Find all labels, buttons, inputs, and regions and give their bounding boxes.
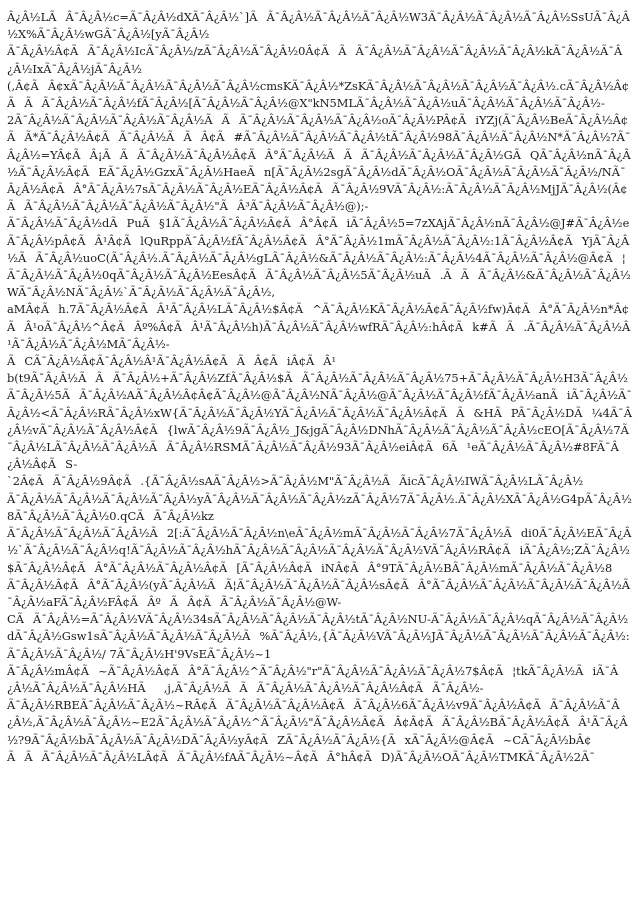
garbled-document-text: Â¿Â½LÃÂ¯Â¿Â½c=Ã¯Â¿Â½dXÃ¯Â¿Â½`]ÃÃ¯Â¿Â½Ã¯Â¿Â½Ã¯Â¿Â½W3Ã¯Â¿Â½Ã¯Â¿Â½Ã¯Â¿Â½SsUÃ¯Â¿Â½X%Ã¯Â¿Â½wGÃ¯Â¿Â½[yÃ¯Â¿Â½ Ã¯Â¿Â½Â¢ÃÃ¯Â¿Â½IcÃ¯Â¿Â½/zÃ¯Â¿Â½Ã¯Â¿Â½0Â¢ÃÃÃ¯Â¿Â½Ã¯Â¿Â½Ã¯Â¿Â½Ã¯Â¿Â½kÃ¯Â¿Â½Ã¯Â¿Â½IxÃ¯Â¿Â½jÃ¯Â¿Â½ (,Â¢ÃÂ¢xÃ¯Â¿Â½Ã¯Â¿Â½Ã¯Â¿Â½Ã¯Â¿Â½cmsKÃ¯Â¿Â½*ZsKÃ¯Â¿Â½Ã¯Â¿Â½Ã¯Â¿Â½Ã¯Â¿Â½.cÃ¯Â¿Â½Â¢ÃÃÃ¯Â¿Â½Ã¯Â¿Â½fÃ¯Â¿Â½[Ã¯Â¿Â½Ã¯Â¿Â½@X"kN5MLÃ¯Â¿Â½Ã¯Â¿Â½uÃ¯Â¿Â½Ã¯Â¿Â½Ã¯Â¿Â½- 2Ã¯Â¿Â½Ã¯Â¿Â½Ã¯Â¿Â½Ã¯Â¿Â½ÃÃÃ¯Â¿Â½Ã¯Â¿Â½Ã¯Â¿Â½oÃ¯Â¿Â½PÂ¢ÃiYZj(Ã¯Â¿Â½BeÃ¯Â¿Â½Â¢ÃÃ*Ã¯Â¿Â½Â¢ÃÃ¯Â¿Â½ÃÃÂ¢Ã#Ã¯Â¿Â½Ã¯Â¿Â½Ã¯Â¿Â½tÃ¯Â¿Â½98Ã¯Â¿Â½Ã¯Â¿Â½N*Ã¯Â¿Â½?Ã¯Â¿Â½=YÂ¢ÃÂ¡ÃÃÃ¯Â¿Â½Ã¯Â¿Â½Â¢ÃÂ°Ã¯Â¿Â½ÃÃÃ¯Â¿Â½Ã¯Â¿Â½Ã¯Â¿Â½GÃQÃ¯Â¿Â½nÃ¯Â¿Â½Ã¯Â¿Â½Â¢ÃEÃ¯Â¿Â½GzxÃ¯Â¿Â½HaeÃn[Ã¯Â¿Â½2sgÃ¯Â¿Â½dÃ¯Â¿Â½OÃ¯Â¿Â½Ã¯Â¿Â½Ã¯Â¿Â½/NÃ¯Â¿Â½Â¢ÃÂ°Ã¯Â¿Â½7sÃ¯Â¿Â½Ã¯Â¿Â½EÃ¯Â¿Â½Â¢ÃÃ¯Â¿Â½9VÃ¯Â¿Â½:Ã¯Â¿Â½Ã¯Â¿Â½MjJÃ¯Â¿Â½(Â¢ÃÃ¯Â¿Â½Ã¯Â¿Â½Ã¯Â¿Â½Ã¯Â¿Â½"ÃÂ³Ã¯Â¿Â½Ã¯Â¿Â½@);- Ã¯Â¿Â½Ã¯Â¿Â½dÃPuÃ§1Ã¯Â¿Â½Ã¯Â¿Â½Â¢ÃÂ°Â¢ÃiÃ¯Â¿Â½5=7zXAjÃ¯Â¿Â½nÃ¯Â¿Â½@J#Ã¯Â¿Â½eÃ¯Â¿Â½pÂ¢ÃÂ¹Â¢ÃlQuRppÃ¯Â¿Â½fÃ¯Â¿Â½Â¢ÃÂ°Ã¯Â¿Â½1mÃ¯Â¿Â½Ã¯Â¿Â½:1Ã¯Â¿Â½Â¢ÃYjÃ¯Â¿Â½ÃÃ¯Â¿Â½uoC(Ã¯Â¿Â½.Ã¯Â¿Â½Ã¯Â¿Â½gLÃ¯Â¿Â½&Ã¯Â¿Â½Ã¯Â¿Â½:Ã¯Â¿Â½4Ã¯Â¿Â½Ã¯Â¿Â½@Â¢Ã¦Ã¯Â¿Â½Ã¯Â¿Â½0qÃ¯Â¿Â½Ã¯Â¿Â½EesÂ¢ÃÃ¯Â¿Â½Ã¯Â¿Â½5Ã¯Â¿Â½uÃ.ÃÃÃ¯Â¿Â½&Ã¯Â¿Â½Ã¯Â¿Â½WÃ¯Â¿Â½NÃ¯Â¿Â½`Ã¯Â¿Â½Ã¯Â¿Â½Ã¯Â¿Â½, aMÂ¢Ãh.7Ã¯Â¿Â½Â¢ÃÂ¹Ã¯Â¿Â½LÃ¯Â¿Â½$Â¢Ã^Ã¯Â¿Â½KÃ¯Â¿Â½Â¢Ã¯Â¿Â½fw)Â¢ÃÂ°Ã¯Â¿Â½n*Â¢ÃÂ¹oÃ¯Â¿Â½^Â¢ÃÂº%Â¢ÃÂ¹Ã¯Â¿Â½h)Ã¯Â¿Â½Ã¯Â¿Â½wfRÃ¯Â¿Â½:hÂ¢Ãk#ÃÃ.Ã¯Â¿Â½Ã¯Â¿Â½Â¹Ã¯Â¿Â½Ã¯Â¿Â½MÃ¯Â¿Â½- ÃCÃ¯Â¿Â½Â¢Ã¯Â¿Â½Â¹Ã¯Â¿Â½Â¢ÃÃÂ¢ÃiÂ¢ÃÂ¹ b(t9Ã¯Â¿Â½ÃÃÃ¯Â¿Â½+Ã¯Â¿Â½ZfÃ¯Â¿Â½$ÃÃ¯Â¿Â½Ã¯Â¿Â½Ã¯Â¿Â½75+Ã¯Â¿Â½Ã¯Â¿Â½H3Ã¯Â¿Â½Ã¯Â¿Â½5ÃÃ¯Â¿Â½AÃ¯Â¿Â½Â¢Â¢Ã¯Â¿Â½@Ã¯Â¿Â½NÃ¯Â¿Â½@Ã¯Â¿Â½Ã¯Â¿Â½fÃ¯Â¿Â½anÃiÃ¯Â¿Â½Ã¯Â¿Â½<Ã¯Â¿Â½RÃ¯Â¿Â½xW{Ã¯Â¿Â½Ã¯Â¿Â½YÃ¯Â¿Â½Ã¯Â¿Â½Ã¯Â¿Â½Â¢ÃÃ&HÃPÃ¯Â¿Â½DÃ¼4Ã¯Â¿Â½vÃ¯Â¿Â½Ã¯Â¿Â½Â¢Ã{lwÃ¯Â¿Â½9Ã¯Â¿Â½_J&jgÃ¯Â¿Â½DNhÃ¯Â¿Â½Ã¯Â¿Â½Ã¯Â¿Â½cEO[Ã¯Â¿Â½7Ã¯Â¿Â½LÃ¯Â¿Â½Ã¯Â¿Â½ÃÃ¯Â¿Â½RSMÃ¯Â¿Â½Ã¯Â¿Â½93Ã¯Â¿Â½eiÂ¢Ã6Ã¹eÃ¯Â¿Â½Ã¯Â¿Â½#8FÃ¯Â¿Â½Â¢ÃS- `2Â¢ÃÃ¯Â¿Â½9Â¢Ã.{Ã¯Â¿Â½sAÃ¯Â¿Â½>Ã¯Â¿Â½M"Ã¯Â¿Â½ÃÃicÃ¯Â¿Â½IWÃ¯Â¿Â½LÃ¯Â¿Â½ Ã¯Â¿Â½Ã¯Â¿Â½Ã¯Â¿Â½Ã¯Â¿Â½yÃ¯Â¿Â½Ã¯Â¿Â½Ã¯Â¿Â½zÃ¯Â¿Â½7Ã¯Â¿Â½.Ã¯Â¿Â½XÃ¯Â¿Â½G4pÃ¯Â¿Â½8Ã¯Â¿Â½Ã¯Â¿Â½0.qCÃÃ¯Â¿Â½kz Ã¯Â¿Â½Ã¯Â¿Â½Ã¯Â¿Â½Ã2[:Ã¯Â¿Â½Ã¯Â¿Â½n\eÃ¯Â¿Â½mÃ¯Â¿Â½Ã¯Â¿Â½7Ã¯Â¿Â½Ãdi0Ã¯Â¿Â½EÃ¯Â¿Â½`Ã¯Â¿Â½Ã¯Â¿Â½q!Ã¯Â¿Â½Ã¯Â¿Â½hÃ¯Â¿Â½Ã¯Â¿Â½Ã¯Â¿Â½Ã¯Â¿Â½VÃ¯Â¿Â½RÂ¢ÃiÃ¯Â¿Â½;ZÃ¯Â¿Â½$Ã¯Â¿Â½Â¢ÃÂ°Ã¯Â¿Â½Ã¯Â¿Â½Â¢Ã[Ã¯Â¿Â½Â¢ÃiNÂ¢ÃÂ°9TÃ¯Â¿Â½BÃ¯Â¿Â½mÃ¯Â¿Â½Ã¯Â¿Â½8 Ã¯Â¿Â½Â¢ÃÂ°Ã¯Â¿Â½(yÃ¯Â¿Â½ÃÃ¦Ã¯Â¿Â½Ã¯Â¿Â½Ã¯Â¿Â½sÂ¢ÃÂ°Ã¯Â¿Â½Ã¯Â¿Â½Ã¯Â¿Â½Ã¯Â¿Â½Ã¯Â¿Â½aFÃ¯Â¿Â½FÂ¢ÃÂºÃÂ¢ÃÃ¯Â¿Â½Ã¯Â¿Â½@W- CÃÃ¯Â¿Â½=Ã¯Â¿Â½VÃ¯Â¿Â½34sÃ¯Â¿Â½Ã¯Â¿Â½Ã¯Â¿Â½tÃ¯Â¿Â½NU-Ã¯Â¿Â½Ã¯Â¿Â½qÃ¯Â¿Â½Ã¯Â¿Â½dÃ¯Â¿Â½Gsw1sÃ¯Â¿Â½Ã¯Â¿Â½Ã¯Â¿Â½Ã%Ã¯Â¿Â½,{Ã¯Â¿Â½VÃ¯Â¿Â½JÃ¯Â¿Â½Ã¯Â¿Â½Ã¯Â¿Â½Ã¯Â¿Â½:Ã¯Â¿Â½Ã¯Â¿Â½/ 7Ã¯Â¿Â½H'9VsEÃ¯Â¿Â½~1 Ã¯Â¿Â½mÂ¢Ã~Ã¯Â¿Â½Â¢ÃÂ°Ã¯Â¿Â½^Ã¯Â¿Â½"r"Ã¯Â¿Â½Ã¯Â¿Â½Ã¯Â¿Â½7$Â¢Ã¦tkÃ¯Â¿Â½ÃiÃ¯Â¿Â½Ã¯Â¿Â½Ã¯Â¿Â½HÃ,j,Ã¯Â¿Â½ÃÃÃ¯Â¿Â½Ã¯Â¿Â½Ã¯Â¿Â½Â¢ÃÃ¯Â¿Â½- Ã¯Â¿Â½RBEÃ¯Â¿Â½Ã¯Â¿Â½~RÂ¢ÃÃ¯Â¿Â½Ã¯Â¿Â½Â¢ÃÃ¯Â¿Â½6Ã¯Â¿Â½v9Ã¯Â¿Â½Â¢ÃÃ¯Â¿Â½Ã¯Â¿Â½,Ã¯Â¿Â½Ã¯Â¿Â½~E2Ã¯Â¿Â½Ã¯Â¿Â½^Ã¯Â¿Â½"Ã¯Â¿Â½Â¢ÃÂ¢Â¢ÃÃ¯Â¿Â½BÃ¯Â¿Â½Â¢ÃÂ¹Ã¯Â¿Â½?9Ã¯Â¿Â½bÃ¯Â¿Â½Ã¯Â¿Â½DÃ¯Â¿Â½yÂ¢ÃZÃ¯Â¿Â½Ã¯Â¿Â½{ÃxÃ¯Â¿Â½@Â¢Ã~CÃ¯Â¿Â½bÂ¢ÃÃÃ¯Â¿Â½Ã¯Â¿Â½LÂ¢ÃÃ¯Â¿Â½fAÃ¯Â¿Â½~Â¢ÃÂ°hÂ¢ÃD)Ã¯Â¿Â½OÃ¯Â¿Â½TMKÃ¯Â¿Â½2Ã¯ <box>7 10 632 764</box>
